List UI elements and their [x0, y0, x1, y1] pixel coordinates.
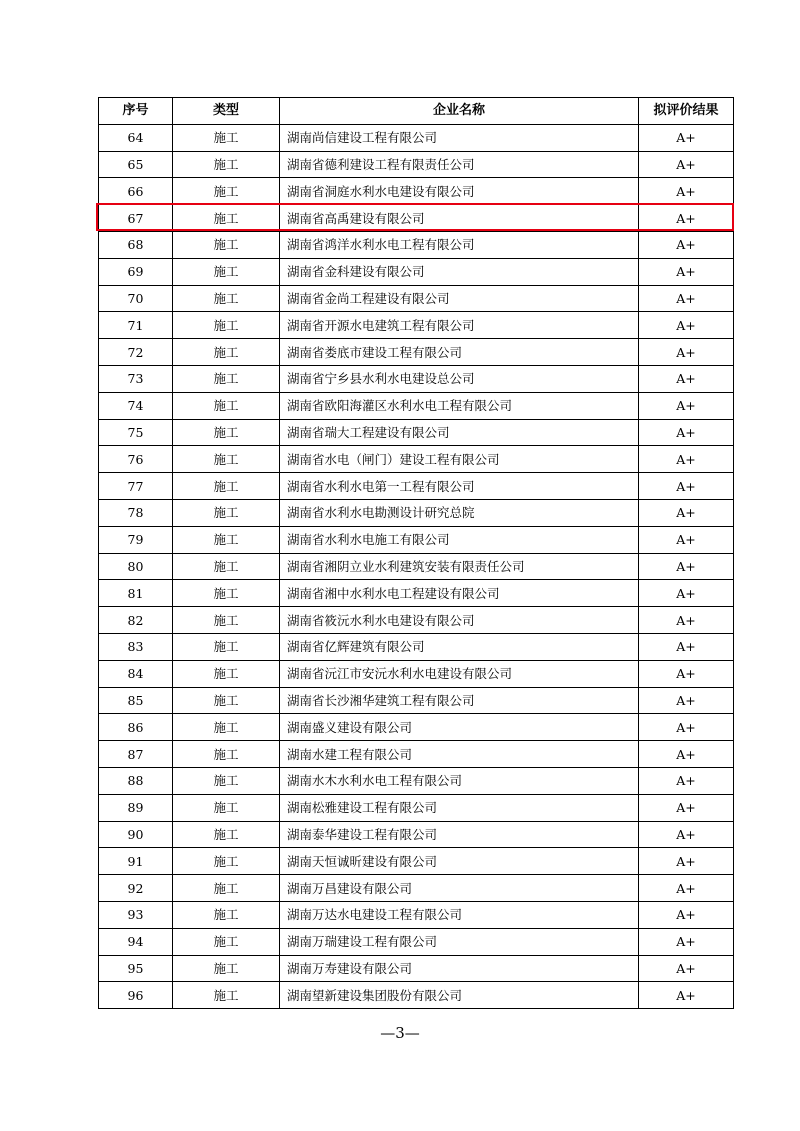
table-row [99, 607, 734, 634]
cell-company: 湖南省长沙湘华建筑工程有限公司 [280, 687, 639, 714]
cell-type: 施工 [173, 526, 280, 553]
cell-seq: 85 [99, 687, 173, 714]
cell-result: A+ [639, 473, 734, 500]
cell-result: A+ [639, 339, 734, 366]
table-row-highlighted [99, 205, 734, 232]
cell-seq: 71 [99, 312, 173, 339]
cell-seq: 92 [99, 875, 173, 902]
cell-result: A+ [639, 901, 734, 928]
cell-seq: 76 [99, 446, 173, 473]
cell-type: 施工 [173, 821, 280, 848]
cell-result: A+ [639, 285, 734, 312]
table-row [99, 285, 734, 312]
cell-result: A+ [639, 419, 734, 446]
cell-type: 施工 [173, 553, 280, 580]
cell-type: 施工 [173, 875, 280, 902]
cell-result: A+ [639, 499, 734, 526]
header-result: 拟评价结果 [639, 98, 734, 125]
table-row [99, 928, 734, 955]
cell-result: A+ [639, 955, 734, 982]
cell-seq: 73 [99, 365, 173, 392]
cell-type: 施工 [173, 633, 280, 660]
table-row [99, 714, 734, 741]
cell-type: 施工 [173, 124, 280, 151]
table-row [99, 151, 734, 178]
table-row [99, 526, 734, 553]
cell-company: 湖南省湘阴立业水利建筑安装有限责任公司 [280, 553, 639, 580]
cell-result: A+ [639, 982, 734, 1009]
cell-seq: 95 [99, 955, 173, 982]
cell-company: 湖南省欧阳海灌区水利水电工程有限公司 [280, 392, 639, 419]
cell-company: 湖南省娄底市建设工程有限公司 [280, 339, 639, 366]
cell-result: A+ [639, 660, 734, 687]
cell-result: A+ [639, 124, 734, 151]
table-row [99, 365, 734, 392]
table-row [99, 580, 734, 607]
cell-company: 湖南泰华建设工程有限公司 [280, 821, 639, 848]
cell-type: 施工 [173, 178, 280, 205]
cell-company: 湖南天恒诚昕建设有限公司 [280, 848, 639, 875]
cell-result: A+ [639, 821, 734, 848]
cell-type: 施工 [173, 285, 280, 312]
table-row [99, 339, 734, 366]
cell-type: 施工 [173, 714, 280, 741]
cell-seq: 90 [99, 821, 173, 848]
cell-seq: 79 [99, 526, 173, 553]
cell-company: 湖南万达水电建设工程有限公司 [280, 901, 639, 928]
cell-result: A+ [639, 205, 734, 232]
cell-type: 施工 [173, 848, 280, 875]
cell-company: 湖南省瑞大工程建设有限公司 [280, 419, 639, 446]
cell-result: A+ [639, 365, 734, 392]
header-type: 类型 [173, 98, 280, 125]
cell-result: A+ [639, 741, 734, 768]
table-row [99, 446, 734, 473]
cell-seq: 88 [99, 767, 173, 794]
cell-company: 湖南省德利建设工程有限责任公司 [280, 151, 639, 178]
cell-seq: 81 [99, 580, 173, 607]
cell-type: 施工 [173, 365, 280, 392]
cell-company: 湖南省沅江市安沅水利水电建设有限公司 [280, 660, 639, 687]
table-header-row [99, 98, 734, 125]
cell-seq: 72 [99, 339, 173, 366]
cell-result: A+ [639, 580, 734, 607]
cell-type: 施工 [173, 928, 280, 955]
cell-company: 湖南省鸿洋水利水电工程有限公司 [280, 231, 639, 258]
cell-company: 湖南万寿建设有限公司 [280, 955, 639, 982]
table-row [99, 473, 734, 500]
cell-company: 湖南省水电（闸门）建设工程有限公司 [280, 446, 639, 473]
table-row [99, 660, 734, 687]
cell-type: 施工 [173, 901, 280, 928]
cell-result: A+ [639, 446, 734, 473]
cell-seq: 70 [99, 285, 173, 312]
cell-result: A+ [639, 848, 734, 875]
cell-seq: 80 [99, 553, 173, 580]
evaluation-table-container [98, 97, 733, 1009]
cell-result: A+ [639, 607, 734, 634]
cell-company: 湖南省洞庭水利水电建设有限公司 [280, 178, 639, 205]
page-number: —3— [380, 1024, 420, 1042]
cell-company: 湖南省金尚工程建设有限公司 [280, 285, 639, 312]
cell-type: 施工 [173, 741, 280, 768]
cell-result: A+ [639, 928, 734, 955]
cell-seq: 84 [99, 660, 173, 687]
cell-company: 湖南省水利水电施工有限公司 [280, 526, 639, 553]
cell-seq: 96 [99, 982, 173, 1009]
cell-result: A+ [639, 151, 734, 178]
table-row [99, 553, 734, 580]
cell-seq: 69 [99, 258, 173, 285]
cell-company: 湖南省开源水电建筑工程有限公司 [280, 312, 639, 339]
cell-company: 湖南水木水利水电工程有限公司 [280, 767, 639, 794]
cell-company: 湖南省亿辉建筑有限公司 [280, 633, 639, 660]
cell-result: A+ [639, 553, 734, 580]
table-row [99, 499, 734, 526]
cell-seq: 66 [99, 178, 173, 205]
cell-type: 施工 [173, 607, 280, 634]
cell-result: A+ [639, 526, 734, 553]
cell-company: 湖南万昌建设有限公司 [280, 875, 639, 902]
cell-result: A+ [639, 794, 734, 821]
cell-company: 湖南省湘中水利水电工程建设有限公司 [280, 580, 639, 607]
cell-type: 施工 [173, 955, 280, 982]
cell-company: 湖南省金科建设有限公司 [280, 258, 639, 285]
cell-type: 施工 [173, 794, 280, 821]
cell-type: 施工 [173, 687, 280, 714]
cell-seq: 94 [99, 928, 173, 955]
table-row [99, 687, 734, 714]
table-row [99, 258, 734, 285]
cell-type: 施工 [173, 231, 280, 258]
cell-type: 施工 [173, 660, 280, 687]
cell-type: 施工 [173, 258, 280, 285]
cell-type: 施工 [173, 982, 280, 1009]
table-row [99, 419, 734, 446]
cell-seq: 64 [99, 124, 173, 151]
header-seq: 序号 [99, 98, 173, 125]
cell-company: 湖南尚信建设工程有限公司 [280, 124, 639, 151]
cell-seq: 75 [99, 419, 173, 446]
table-row [99, 821, 734, 848]
table-row [99, 741, 734, 768]
cell-company: 湖南水建工程有限公司 [280, 741, 639, 768]
cell-seq: 83 [99, 633, 173, 660]
evaluation-table [98, 97, 734, 1009]
cell-seq: 78 [99, 499, 173, 526]
cell-seq: 74 [99, 392, 173, 419]
cell-company: 湖南省宁乡县水利水电建设总公司 [280, 365, 639, 392]
table-body [99, 124, 734, 1008]
cell-type: 施工 [173, 205, 280, 232]
cell-seq: 87 [99, 741, 173, 768]
cell-type: 施工 [173, 580, 280, 607]
table-row [99, 767, 734, 794]
cell-result: A+ [639, 633, 734, 660]
table-row [99, 633, 734, 660]
cell-company: 湖南万瑞建设工程有限公司 [280, 928, 639, 955]
cell-company: 湖南望新建设集团股份有限公司 [280, 982, 639, 1009]
cell-company: 湖南省水利水电勘测设计研究总院 [280, 499, 639, 526]
cell-type: 施工 [173, 446, 280, 473]
cell-result: A+ [639, 178, 734, 205]
cell-company: 湖南省水利水电第一工程有限公司 [280, 473, 639, 500]
cell-seq: 82 [99, 607, 173, 634]
cell-seq: 77 [99, 473, 173, 500]
cell-result: A+ [639, 767, 734, 794]
cell-type: 施工 [173, 499, 280, 526]
cell-result: A+ [639, 392, 734, 419]
cell-company: 湖南省筱沅水利水电建设有限公司 [280, 607, 639, 634]
header-company: 企业名称 [280, 98, 639, 125]
table-row [99, 875, 734, 902]
table-row [99, 124, 734, 151]
table-row [99, 901, 734, 928]
cell-type: 施工 [173, 767, 280, 794]
cell-company: 湖南省高禹建设有限公司 [280, 205, 639, 232]
cell-seq: 67 [99, 205, 173, 232]
table-row [99, 178, 734, 205]
cell-seq: 89 [99, 794, 173, 821]
cell-type: 施工 [173, 151, 280, 178]
table-row [99, 392, 734, 419]
table-row [99, 312, 734, 339]
cell-type: 施工 [173, 392, 280, 419]
cell-seq: 86 [99, 714, 173, 741]
cell-type: 施工 [173, 473, 280, 500]
cell-seq: 91 [99, 848, 173, 875]
cell-type: 施工 [173, 339, 280, 366]
table-row [99, 231, 734, 258]
cell-seq: 93 [99, 901, 173, 928]
cell-seq: 68 [99, 231, 173, 258]
cell-result: A+ [639, 714, 734, 741]
cell-result: A+ [639, 312, 734, 339]
table-row [99, 955, 734, 982]
cell-result: A+ [639, 231, 734, 258]
table-row [99, 848, 734, 875]
cell-company: 湖南盛义建设有限公司 [280, 714, 639, 741]
cell-result: A+ [639, 258, 734, 285]
table-row [99, 794, 734, 821]
cell-type: 施工 [173, 419, 280, 446]
table-row [99, 982, 734, 1009]
cell-seq: 65 [99, 151, 173, 178]
cell-type: 施工 [173, 312, 280, 339]
cell-result: A+ [639, 687, 734, 714]
cell-company: 湖南松雅建设工程有限公司 [280, 794, 639, 821]
cell-result: A+ [639, 875, 734, 902]
